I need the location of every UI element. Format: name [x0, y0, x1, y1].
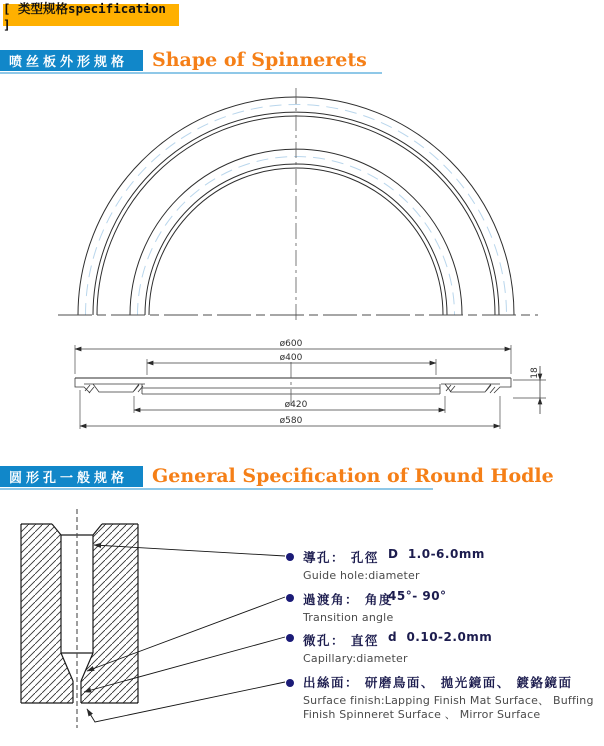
section-title-en: General Specification of Round Hodle: [152, 465, 554, 487]
callout-value: 45°- 90°: [388, 589, 447, 603]
callout-label-en: Transition angle: [303, 611, 394, 624]
dim-600-label: ø600: [279, 339, 303, 349]
callout-label-zh: 微孔： 直徑: [303, 633, 379, 648]
bullet-marker: [286, 679, 294, 687]
bullet-marker: [286, 553, 294, 561]
bullet-marker: [286, 634, 294, 642]
callout-value: d 0.10-2.0mm: [388, 630, 493, 644]
dim-18-label: 18: [530, 367, 540, 379]
callout-value: D 1.0-6.0mm: [388, 547, 485, 561]
section-title-zh: 圆形孔一般规格: [0, 466, 143, 487]
spec-type-badge: [ 类型规格specification ]: [3, 4, 179, 26]
dome-drawing: [58, 88, 538, 320]
cross-section-drawing: [75, 339, 546, 429]
section-title-en: Shape of Spinnerets: [152, 49, 367, 71]
bullet-marker: [286, 594, 294, 602]
callout-label-en: Guide hole:diameter: [303, 569, 420, 582]
callout-label-en: Surface finish:Lapping Finish Mat Surface、 Buffing Finish Spinneret Surface 、 Mirror Surface: [303, 694, 594, 721]
callout-transition-angle: [303, 589, 604, 625]
callout-label-zh: 過渡角： 角度: [303, 592, 393, 607]
callout-capillary: [303, 630, 604, 666]
callout-surface-finish: [303, 672, 604, 721]
dim-580-label: ø580: [279, 416, 303, 426]
hole-section-drawing: [21, 509, 294, 728]
callout-label-zh: 導孔： 孔徑: [303, 550, 379, 565]
callout-label-en: Capillary:diameter: [303, 652, 408, 665]
section-title-zh: 喷丝板外形规格: [0, 50, 143, 71]
dim-420-label: ø420: [284, 400, 308, 410]
dim-400-label: ø400: [279, 353, 303, 363]
callout-label-zh: 出絲面： 研磨鳥面、 拋光鏡面、 鍍鉻鏡面: [303, 675, 573, 690]
callout-guide-hole: [303, 547, 604, 583]
